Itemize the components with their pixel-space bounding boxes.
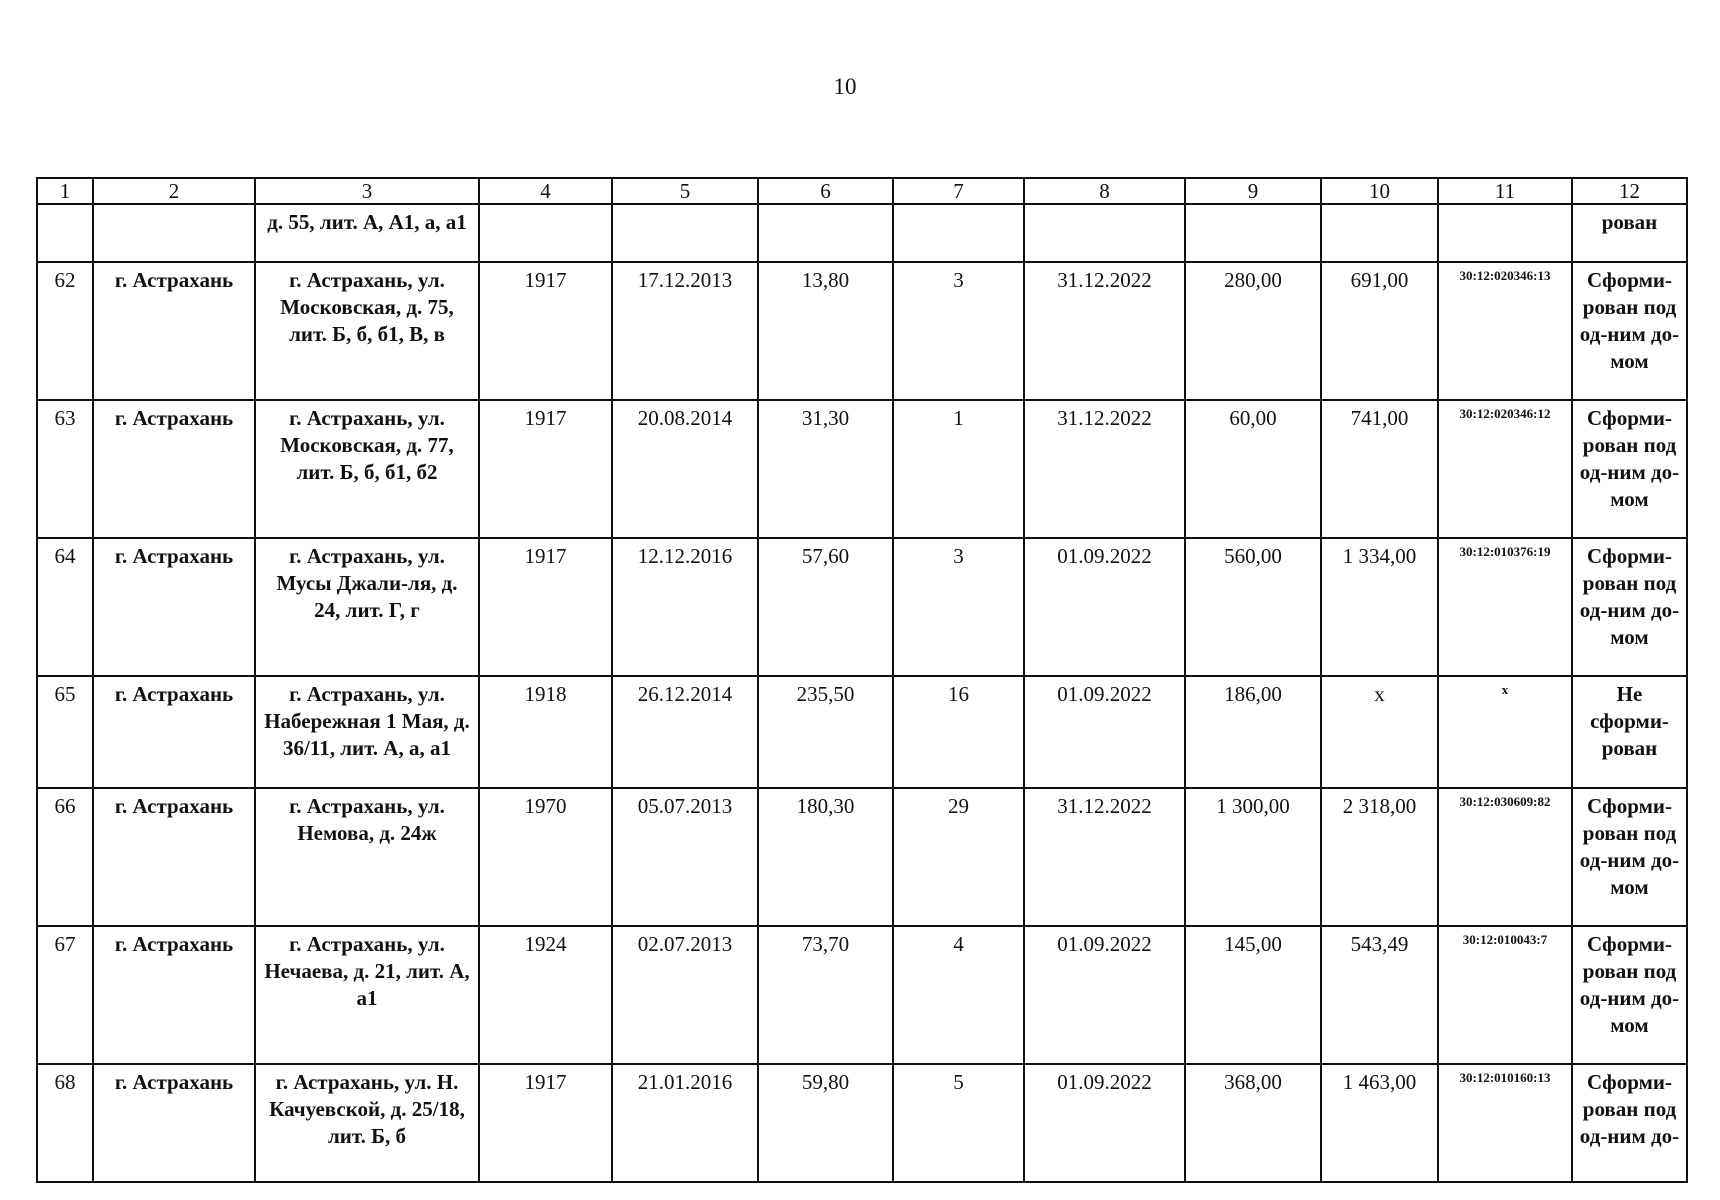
row-number-cell: 67 <box>37 926 93 1064</box>
row-number-cell: 63 <box>37 400 93 538</box>
city-cell: г. Астрахань <box>93 926 255 1064</box>
row-number-cell: 66 <box>37 788 93 926</box>
area-cell: 57,60 <box>758 538 893 676</box>
column-number: 5 <box>612 178 758 204</box>
empty-cell <box>479 204 612 262</box>
cadastral-number-cell: 30:12:020346:13 <box>1438 262 1572 400</box>
date-cell: 12.12.2016 <box>612 538 758 676</box>
count-cell: 4 <box>893 926 1024 1064</box>
cadastral-number-cell: 30:12:020346:12 <box>1438 400 1572 538</box>
status-cell: Не сформи-рован <box>1572 676 1687 788</box>
deadline-cell: 31.12.2022 <box>1024 400 1185 538</box>
table-row <box>37 400 1687 538</box>
city-cell: г. Астрахань <box>93 676 255 788</box>
value-cell-10: 691,00 <box>1321 262 1438 400</box>
address-cell: г. Астрахань, ул. Московская, д. 75, лит. Б, б, б1, В, в <box>255 262 479 400</box>
table-row <box>37 926 1687 1064</box>
date-cell: 05.07.2013 <box>612 788 758 926</box>
area-cell: 59,80 <box>758 1064 893 1182</box>
year-cell: 1918 <box>479 676 612 788</box>
count-cell: 1 <box>893 400 1024 538</box>
cadastral-number-cell: х <box>1438 676 1572 788</box>
cadastral-number-cell: 30:12:030609:82 <box>1438 788 1572 926</box>
value-cell-10: 1 334,00 <box>1321 538 1438 676</box>
empty-cell <box>1438 204 1572 262</box>
row-number-cell: 62 <box>37 262 93 400</box>
empty-cell <box>37 204 93 262</box>
table-row <box>37 262 1687 400</box>
count-cell: 5 <box>893 1064 1024 1182</box>
value-cell-10: 1 463,00 <box>1321 1064 1438 1182</box>
column-number: 9 <box>1185 178 1321 204</box>
address-cell: г. Астрахань, ул. Московская, д. 77, лит. Б, б, б1, б2 <box>255 400 479 538</box>
table-row <box>37 676 1687 788</box>
deadline-cell: 01.09.2022 <box>1024 676 1185 788</box>
empty-cell <box>612 204 758 262</box>
year-cell: 1917 <box>479 538 612 676</box>
count-cell: 16 <box>893 676 1024 788</box>
deadline-cell: 01.09.2022 <box>1024 1064 1185 1182</box>
column-number-row <box>37 178 1687 204</box>
column-number: 8 <box>1024 178 1185 204</box>
city-cell: г. Астрахань <box>93 788 255 926</box>
empty-cell <box>893 204 1024 262</box>
page-number: 10 <box>833 74 857 99</box>
row-number-cell: 68 <box>37 1064 93 1182</box>
area-cell: 73,70 <box>758 926 893 1064</box>
status-cell: Сформи-рован под од-ним до-мом <box>1572 926 1687 1064</box>
address-cell: г. Астрахань, ул. Нечаева, д. 21, лит. А, а1 <box>255 926 479 1064</box>
value-cell-9: 145,00 <box>1185 926 1321 1064</box>
value-cell-10: 543,49 <box>1321 926 1438 1064</box>
empty-cell <box>1321 204 1438 262</box>
status-cell: Сформи-рован под од-ним до-мом <box>1572 262 1687 400</box>
date-cell: 17.12.2013 <box>612 262 758 400</box>
empty-cell <box>1185 204 1321 262</box>
area-cell: 31,30 <box>758 400 893 538</box>
empty-cell <box>1024 204 1185 262</box>
column-number: 1 <box>37 178 93 204</box>
empty-cell <box>758 204 893 262</box>
continuation-row <box>37 204 1687 262</box>
registry-table <box>36 177 1688 1183</box>
year-cell: 1970 <box>479 788 612 926</box>
value-cell-9: 368,00 <box>1185 1064 1321 1182</box>
table-row <box>37 788 1687 926</box>
value-cell-9: 1 300,00 <box>1185 788 1321 926</box>
deadline-cell: 01.09.2022 <box>1024 926 1185 1064</box>
status-cell: Сформи-рован под од-ним до-мом <box>1572 400 1687 538</box>
date-cell: 26.12.2014 <box>612 676 758 788</box>
column-number: 4 <box>479 178 612 204</box>
year-cell: 1924 <box>479 926 612 1064</box>
status-cell: рован <box>1572 204 1687 262</box>
column-number: 3 <box>255 178 479 204</box>
column-number: 12 <box>1572 178 1687 204</box>
city-cell: г. Астрахань <box>93 262 255 400</box>
area-cell: 180,30 <box>758 788 893 926</box>
year-cell: 1917 <box>479 262 612 400</box>
year-cell: 1917 <box>479 1064 612 1182</box>
column-number: 7 <box>893 178 1024 204</box>
value-cell-9: 560,00 <box>1185 538 1321 676</box>
status-cell: Сформи-рован под од-ним до-мом <box>1572 788 1687 926</box>
value-cell-9: 60,00 <box>1185 400 1321 538</box>
area-cell: 13,80 <box>758 262 893 400</box>
cadastral-number-cell: 30:12:010160:13 <box>1438 1064 1572 1182</box>
status-cell: Сформи-рован под од-ним до- <box>1572 1064 1687 1182</box>
address-cell: г. Астрахань, ул. Мусы Джали-ля, д. 24, лит. Г, г <box>255 538 479 676</box>
deadline-cell: 31.12.2022 <box>1024 788 1185 926</box>
city-cell: г. Астрахань <box>93 1064 255 1182</box>
deadline-cell: 01.09.2022 <box>1024 538 1185 676</box>
table-row <box>37 538 1687 676</box>
column-number: 6 <box>758 178 893 204</box>
date-cell: 02.07.2013 <box>612 926 758 1064</box>
area-cell: 235,50 <box>758 676 893 788</box>
column-number: 2 <box>93 178 255 204</box>
city-cell: г. Астрахань <box>93 538 255 676</box>
value-cell-10: 741,00 <box>1321 400 1438 538</box>
table-row <box>37 1064 1687 1182</box>
cadastral-number-cell: 30:12:010376:19 <box>1438 538 1572 676</box>
value-cell-10: х <box>1321 676 1438 788</box>
address-cell: г. Астрахань, ул. Немова, д. 24ж <box>255 788 479 926</box>
column-number: 11 <box>1438 178 1572 204</box>
city-cell: г. Астрахань <box>93 400 255 538</box>
column-number: 10 <box>1321 178 1438 204</box>
address-cell: д. 55, лит. А, А1, а, а1 <box>255 204 479 262</box>
count-cell: 3 <box>893 538 1024 676</box>
row-number-cell: 65 <box>37 676 93 788</box>
date-cell: 21.01.2016 <box>612 1064 758 1182</box>
row-number-cell: 64 <box>37 538 93 676</box>
value-cell-10: 2 318,00 <box>1321 788 1438 926</box>
address-cell: г. Астрахань, ул. Набережная 1 Мая, д. 36/11, лит. А, а, а1 <box>255 676 479 788</box>
count-cell: 29 <box>893 788 1024 926</box>
cadastral-number-cell: 30:12:010043:7 <box>1438 926 1572 1064</box>
deadline-cell: 31.12.2022 <box>1024 262 1185 400</box>
count-cell: 3 <box>893 262 1024 400</box>
status-cell: Сформи-рован под од-ним до-мом <box>1572 538 1687 676</box>
empty-cell <box>93 204 255 262</box>
year-cell: 1917 <box>479 400 612 538</box>
value-cell-9: 186,00 <box>1185 676 1321 788</box>
date-cell: 20.08.2014 <box>612 400 758 538</box>
address-cell: г. Астрахань, ул. Н. Качуевской, д. 25/18, лит. Б, б <box>255 1064 479 1182</box>
value-cell-9: 280,00 <box>1185 262 1321 400</box>
